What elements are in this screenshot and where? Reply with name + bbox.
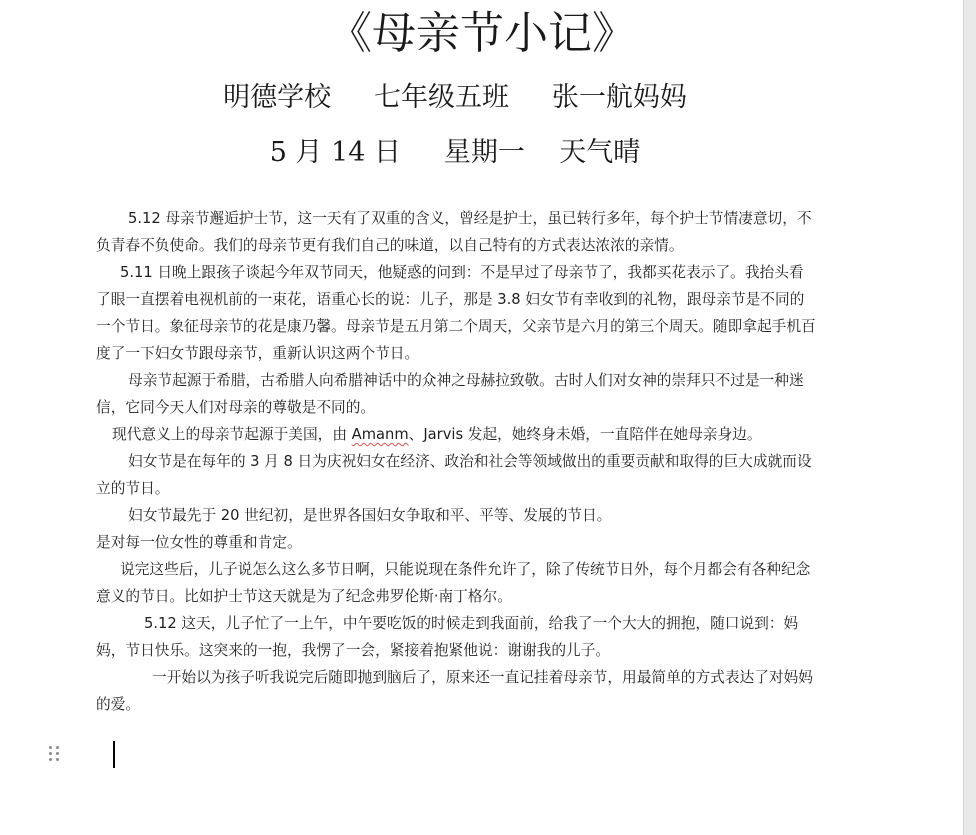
document-title: 《母亲节小记》 — [328, 8, 636, 59]
school-class-author-line: 明德学校 七年级五班 张一航妈妈 — [223, 82, 687, 113]
paragraph-3[interactable]: 母亲节起源于希腊，古希腊人向希腊神话中的众神之母赫拉致敬。古时人们对女神的崇拜只不过是一种迷信，它同今天人们对母亲的尊敬是不同的。 — [96, 372, 804, 416]
document-body[interactable] — [96, 205, 818, 718]
paragraph-6[interactable]: 妇女节最先于 20 世纪初，是世界各国妇女争取和平、平等、发展的节日。 — [128, 507, 612, 524]
paragraph-5[interactable]: 妇女节是在每年的 3 月 8 日为庆祝妇女在经济、政治和社会等领域做出的重要贡献和取得的巨大成就而设立的节日。 — [96, 453, 812, 497]
block-drag-handle-icon[interactable] — [49, 746, 61, 762]
paragraph-1[interactable]: 5.12 母亲节邂逅护士节，这一天有了双重的含义，曾经是护士，虽已转行多年，每个护士节情凄意切，不负青春不负使命。我们的母亲节更有我们自己的味道，以自己特有的方式表达浓浓的亲情。 — [96, 210, 812, 254]
paragraph-4-text: 现代意义上的母亲节起源于美国，由 Amanm、Jarvis 发起，她终身未婚，一直陪伴在她母亲身边。 — [112, 426, 762, 443]
paragraph-10[interactable]: 一开始以为孩子听我说完后随即抛到脑后了，原来还一直记挂着母亲节，用最简单的方式表达了对妈妈的爱。 — [96, 669, 813, 713]
text-cursor — [113, 741, 115, 768]
paragraph-8[interactable]: 说完这些后，儿子说怎么这么多节日啊，只能说现在条件允许了，除了传统节日外，每个月都会有各种纪念意义的节日。比如护士节这天就是为了纪念弗罗伦斯·南丁格尔。 — [96, 561, 811, 605]
paragraph-2[interactable]: 5.11 日晚上跟孩子谈起今年双节同天，他疑惑的问到：不是早过了母亲节了，我都买花表示了。我抬头看了眼一直摆着电视机前的一束花，语重心长的说：儿子，那是 3.8 妇女节有幸收到的礼物，跟母亲节是不同的一个节日。象征母亲节的花是康乃馨。母亲节是五月第二个周天，父亲节是六月的第三个周天。随即拿起手机百度了一下妇女节跟母亲节，重新认识这两个节日。 — [96, 264, 816, 362]
spellcheck-flag[interactable]: Amanm — [351, 426, 409, 443]
date-weather-line: 5 月 14 日 星期一 天气晴 — [269, 137, 641, 168]
paragraph-7[interactable]: 是对每一位女性的尊重和肯定。 — [96, 534, 302, 551]
paragraph-4[interactable] — [96, 421, 818, 448]
paragraph-9[interactable]: 5.12 这天，儿子忙了一上午，中午要吃饭的时候走到我面前，给我了一个大大的拥抱，随口说到：妈妈，节日快乐。这突来的一抱，我愣了一会，紧接着抱紧他说：谢谢我的儿子。 — [96, 615, 799, 659]
scrollbar-track[interactable] — [963, 0, 976, 835]
